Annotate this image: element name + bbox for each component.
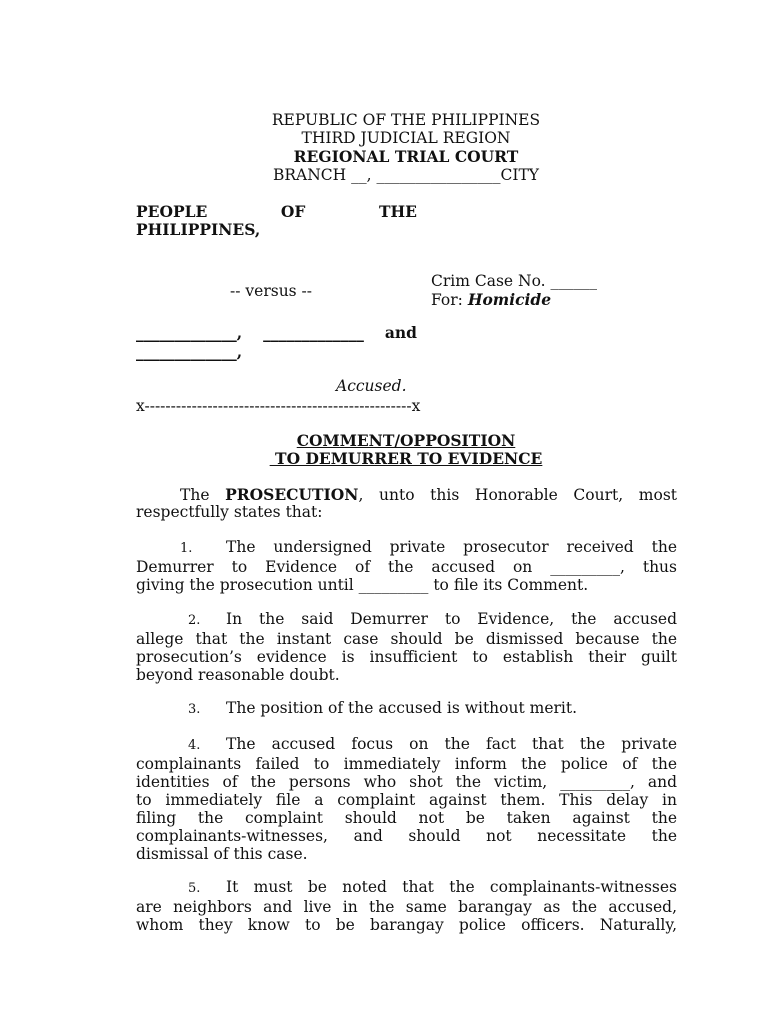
branch-line: BRANCH __, ________________CITY <box>272 166 540 184</box>
paragraph-text: prosecution’s evidence is insufficient to establish their guilt <box>136 648 677 666</box>
accused-name-1: _____________, <box>136 323 243 342</box>
paragraph-text: complainants failed to immediately inform the police of the <box>136 755 677 773</box>
paragraph-number: 3. <box>188 702 201 717</box>
accused-names-line <box>136 323 417 342</box>
paragraph-text: whom they know to be barangay police officers. Naturally, <box>136 916 677 934</box>
people-line <box>136 202 417 221</box>
accused-label: Accused. <box>336 377 407 395</box>
paragraph-text: Demurrer to Evidence of the accused on _________, thus <box>136 558 677 576</box>
paragraph-text: identities of the persons who shot the victim, _________, and <box>136 773 677 791</box>
paragraph-5 <box>136 878 677 934</box>
case-offense <box>431 290 551 309</box>
paragraph-3 <box>136 699 677 719</box>
paragraph-text: beyond reasonable doubt. <box>136 666 340 684</box>
title-line-1: COMMENT/OPPOSITION <box>296 431 516 450</box>
intro-line-2: respectfully states that: <box>136 503 323 521</box>
paragraph-number: 1. <box>180 541 193 556</box>
of-word: OF <box>280 202 306 221</box>
accused-name-2: _____________ <box>263 323 364 342</box>
paragraph-text: In the said Demurrer to Evidence, the accused <box>226 610 677 628</box>
paragraph-text: The position of the accused is without merit. <box>226 699 578 717</box>
paragraph-number: 2. <box>188 613 201 628</box>
paragraph-text: are neighbors and live in the same barangay as the accused, <box>136 898 677 916</box>
court-line: REGIONAL TRIAL COURT <box>293 147 519 166</box>
case-number: Crim Case No. ______ <box>431 272 597 290</box>
caption-separator: x---------------------------------------------------x <box>136 397 421 415</box>
title-line-2: TO DEMURRER TO EVIDENCE <box>269 449 543 468</box>
for-label: For: <box>431 291 468 309</box>
paragraph-text: giving the prosecution until _________ to file its Comment. <box>136 576 589 594</box>
people-word: PEOPLE <box>136 202 208 221</box>
paragraph-text: The accused focus on the fact that the private <box>226 735 677 753</box>
paragraph-text: allege that the instant case should be dismissed because the <box>136 630 677 648</box>
paragraph-2 <box>136 610 677 684</box>
paragraph-text: The undersigned private prosecutor received the <box>226 538 677 556</box>
paragraph-1 <box>136 538 677 594</box>
paragraph-text: to immediately file a complaint against them. This delay in <box>136 791 677 809</box>
accused-name-3: _____________, <box>136 342 243 361</box>
republic-line: REPUBLIC OF THE PHILIPPINES <box>271 111 541 129</box>
the-word: THE <box>378 202 417 221</box>
region-line: THIRD JUDICIAL REGION <box>301 129 511 147</box>
paragraph-4 <box>136 735 677 863</box>
paragraph-number: 5. <box>188 881 201 896</box>
versus-text: -- versus -- <box>230 282 313 300</box>
and-word: and <box>384 323 417 342</box>
offense-value: Homicide <box>467 290 552 309</box>
paragraph-text: complainants-witnesses, and should not necessitate the <box>136 827 677 845</box>
philippines-word: PHILIPPINES, <box>136 220 261 239</box>
intro-line-1: The PROSECUTION, unto this Honorable Court, most <box>180 485 678 504</box>
paragraph-number: 4. <box>188 738 201 753</box>
paragraph-text: dismissal of this case. <box>136 845 308 863</box>
paragraph-text: It must be noted that the complainants-witnesses <box>226 878 677 896</box>
paragraph-text: filing the complaint should not be taken against the <box>136 809 677 827</box>
